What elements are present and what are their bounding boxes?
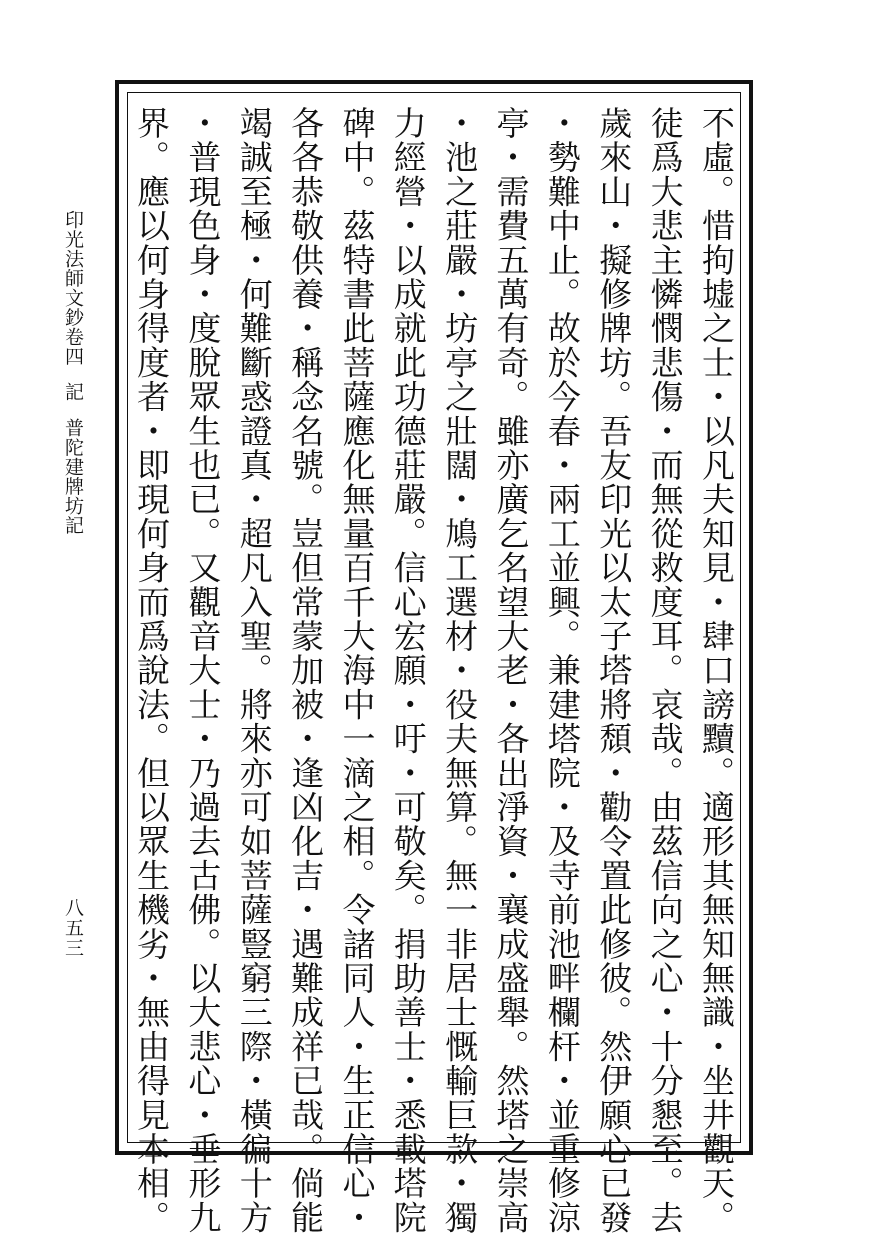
text-column: 各各恭敬供養・稱念名號。豈但常蒙加被・逢凶化吉・遇難成祥已哉。倘能 xyxy=(286,106,326,1235)
text-column: 力經營・以成就此功德莊嚴。信心宏願・吁・可敬矣。捐助善士・悉載塔院 xyxy=(388,106,428,1235)
book-title: 印光法師文鈔卷四 xyxy=(62,210,84,366)
text-column: 竭誠至極・何難斷惑證真・超凡入聖。將來亦可如菩薩豎窮三際・橫徧十方 xyxy=(234,106,274,1235)
text-column: ・普現色身・度脫眾生也已。又觀音大士・乃過去古佛。以大悲心・垂形九 xyxy=(183,106,223,1235)
page-frame xyxy=(115,80,753,1235)
text-column: 亭・需費五萬有奇。雖亦廣乞名望大老・各出淨資・襄成盛舉。然塔之崇高 xyxy=(491,106,531,1235)
running-header xyxy=(60,210,87,535)
text-column: ・勢難中止。故於今春・兩工並興。兼建塔院・及寺前池畔欄杆・並重修涼 xyxy=(542,106,582,1235)
text-column: 碑中。茲特書此菩薩應化無量百千大海中一滴之相。令諸同人・生正信心・ xyxy=(337,106,377,1235)
chapter-title: 普陀建牌坊記 xyxy=(62,417,84,535)
header-spacer xyxy=(60,366,87,382)
header-spacer xyxy=(60,402,87,418)
text-column: 徒爲大悲主憐憫悲傷・而無從救度耳。哀哉。由茲信向之心・十分懇至。去 xyxy=(645,106,685,1235)
text-column: ・池之莊嚴・坊亭之壯闊・鳩工選材・役夫無算。無一非居士慨輸巨款・獨 xyxy=(440,106,480,1235)
page-number: 八五三 xyxy=(62,898,84,958)
body-text xyxy=(132,100,736,1235)
section-label: 記 xyxy=(62,382,84,402)
text-column: 界。應以何身得度者・即現何身而爲說法。但以眾生機劣・無由得見本相。 xyxy=(132,106,171,1235)
text-column: 不虛。惜拘墟之士・以凡夫知見・肆口謗黷。適形其無知無識・坐井觀天。 xyxy=(696,106,736,1235)
text-column: 歲來山・擬修牌坊。吾友印光以太子塔將頹・勸令置此修彼。然伊願心已發 xyxy=(594,106,634,1235)
